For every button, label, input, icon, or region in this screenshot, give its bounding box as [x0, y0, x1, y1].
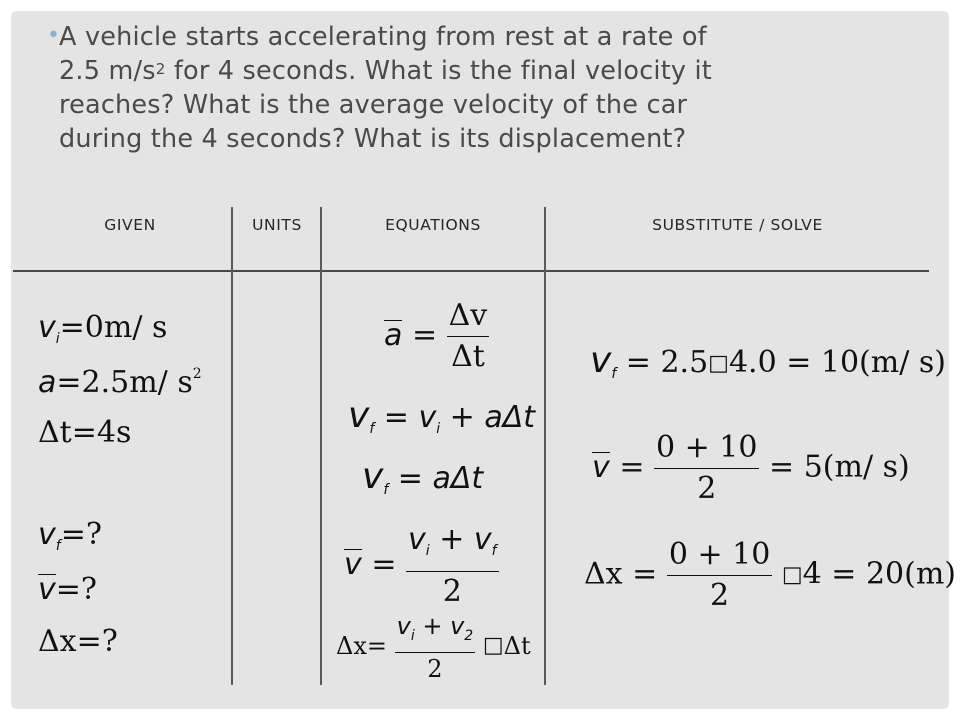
fraction: $\frac{0 + 10}{2}$ — [656, 430, 758, 506]
question-line-3: reaches? What is the average velocity of the car — [59, 90, 688, 120]
header-given: GIVEN — [104, 216, 156, 234]
fraction: $\frac{\Delta v}{\Delta t}$ — [448, 298, 488, 374]
question-line-2: 2.5 $m/s^2$ for 4 seconds. What is the final velocity it — [59, 56, 712, 86]
question-line-1: A vehicle starts accelerating from rest at a rate of — [59, 22, 707, 52]
table-header-divider — [13, 270, 929, 272]
unknown-final-velocity: $v_f=$? — [38, 517, 102, 554]
missing-glyph-box: □ — [708, 351, 729, 376]
equation-final-velocity: $v_f = v_i + a\Delta t$ — [348, 395, 535, 437]
missing-glyph-box: □ — [781, 562, 803, 588]
header-equations: EQUATIONS — [385, 216, 481, 234]
header-solve: SUBSTITUTE / SOLVE — [652, 216, 823, 234]
column-divider-2 — [320, 207, 322, 685]
given-time: Δt=4s — [38, 415, 132, 450]
fraction: $\frac{v_i + v_2}{2}$ — [396, 612, 474, 683]
question-text — [47, 20, 859, 156]
unknown-average-velocity: v=? — [38, 572, 97, 607]
header-units: UNITS — [252, 216, 302, 234]
column-divider-1 — [231, 207, 233, 685]
solution-final-velocity: $v_f$ = 2.5□4.0 = 10(m/ s) — [590, 340, 946, 382]
given-acceleration: a=2.5m/ $s^2$ — [38, 365, 202, 400]
question-line-4: during the 4 seconds? What is its displacement? — [59, 124, 687, 154]
fraction: $\frac{0 + 10}{2}$ — [668, 537, 771, 613]
equation-average-velocity: v = $\frac{v_i + v_f}{2}$ — [344, 520, 499, 612]
missing-glyph-box: □ — [482, 633, 504, 658]
fraction: $\frac{v_i + v_f}{2}$ — [408, 522, 497, 609]
equation-displacement: Δx= $\frac{v_i + v_2}{2}$ □Δt — [336, 612, 531, 683]
equation-final-velocity-from-rest: $v_f = a\Delta t$ — [362, 456, 484, 498]
column-divider-3 — [544, 207, 546, 685]
given-initial-velocity: $v_i=0m/$ s — [38, 310, 168, 347]
equation-acceleration-definition: a = $\frac{\Delta v}{\Delta t}$ — [384, 296, 489, 377]
solution-average-velocity: v = $\frac{0 + 10}{2}$ = 5(m/ s) — [592, 428, 910, 509]
bullet-icon: • — [47, 23, 61, 48]
solution-displacement: Δx = $\frac{0 + 10}{2}$ □4 = 20(m) — [584, 535, 956, 616]
unknown-displacement: Δx=? — [38, 624, 118, 659]
